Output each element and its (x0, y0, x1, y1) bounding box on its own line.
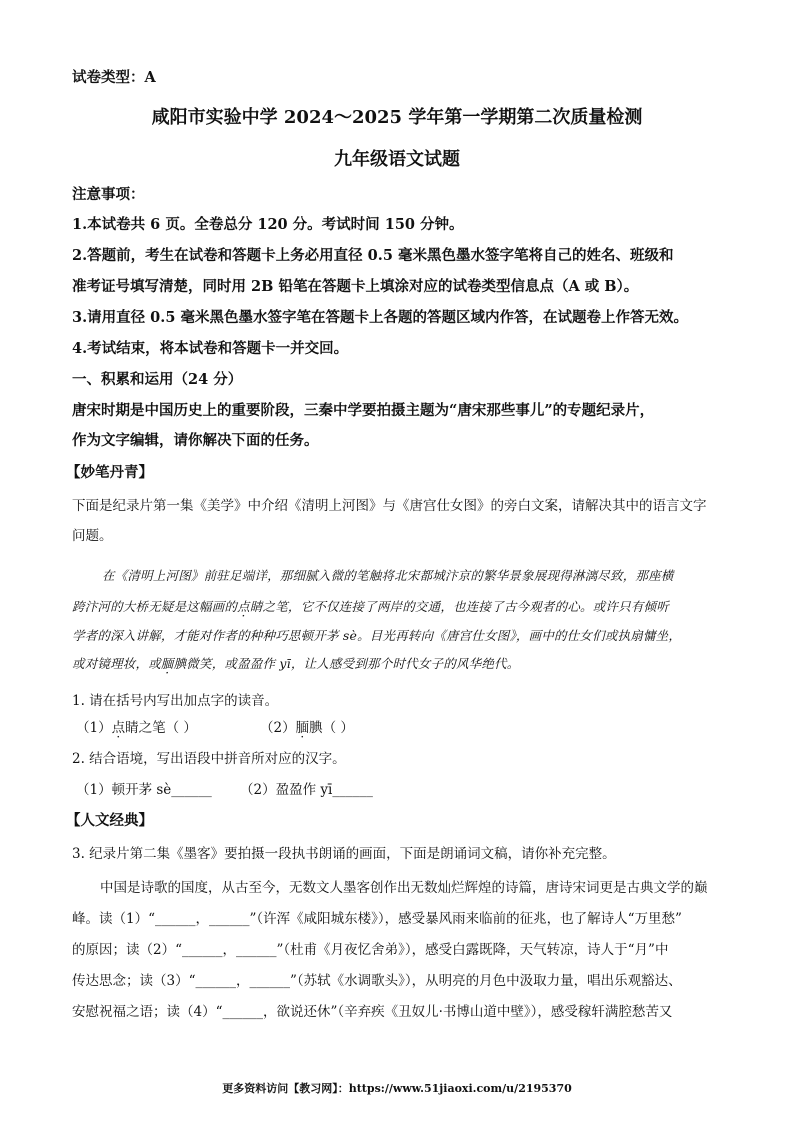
notice-item: 准考证号填写清楚，同时用 2B 铅笔在答题卡上填涂对应的试卷类型信息点（A 或 B）。 (72, 278, 639, 295)
footer-link[interactable]: 更多资料访问【教习网】：https://www.51jiaoxi.com/u/2195370 (222, 1082, 572, 1095)
exam-subtitle: 九年级语文试题 (334, 149, 460, 170)
question-1-stem: 1. 请在括号内写出加点字的读音。 (72, 693, 279, 709)
dotted-char: 腼 (295, 720, 310, 736)
question-3-line: 的原因；读（2）“______，______”（杜甫《月夜忆舍弟》），感受白露既降，天气转凉，诗人于“月”中 (72, 942, 669, 958)
passage-line: 在《清明上河图》前驻足端详，那细腻入微的笔触将北宋都城汴京的繁华景象展现得淋漓尽致，那座横 (102, 568, 674, 583)
question-3-stem: 3. 纪录片第二集《墨客》要拍摄一段执书朗诵的画面，下面是朗诵词文稿，请你补充完整。 (72, 846, 616, 862)
question-3-line: 传达思念；读（3）“______，______”（苏轼《水调歌头》），从明亮的月色中汲取力量，唱出乐观豁达、 (72, 973, 682, 989)
question-1-item: （1）点睛之笔（ ） (76, 720, 197, 736)
notice-item: 1.本试卷共 6 页。全卷总分 120 分。考试时间 150 分钟。 (72, 216, 464, 233)
section-heading: 一、积累和运用（24 分） (72, 371, 243, 388)
notice-heading: 注意事项： (72, 186, 145, 203)
part-title-miaobi: 【妙笔丹青】 (66, 464, 153, 481)
notice-item: 4.考试结束，将本试卷和答题卡一并交回。 (72, 340, 349, 357)
dotted-char: 腼 (160, 656, 174, 671)
question-2-stem: 2. 结合语境，写出语段中拼音所对应的汉字。 (72, 751, 346, 767)
section-intro: 唐宋时期是中国历史上的重要阶段，三秦中学要拍摄主题为“唐宋那些事儿”的专题纪录片， (72, 402, 655, 419)
question-3-line: 安慰祝福之语；读（4）“______，欲说还休”（辛弃疾《丑奴儿·书博山道中壁》），感受稼轩满腔愁苦又 (72, 1004, 673, 1020)
paper-type-label: 试卷类型：A (72, 69, 156, 86)
exam-title: 咸阳市实验中学 2024～2025 学年第一学期第二次质量检测 (151, 107, 643, 128)
passage-line: 学者的深入讲解，才能对作者的种种巧思顿开茅 sè。目光再转向《唐宫仕女图》，画中的仕女们或执扇慵坐， (72, 628, 682, 643)
notice-item: 2.答题前，考生在试卷和答题卡上务必用直径 0.5 毫米黑色墨水签字笔将自己的姓名、班级和 (72, 247, 674, 264)
question-2-item: （1）顿开茅 sè______ (76, 782, 212, 798)
part-description: 问题。 (72, 528, 113, 544)
passage-line: 跨汴河的大桥无疑是这幅画的点睛之笔，它不仅连接了两岸的交通，也连接了古今观者的心。或许只有倾听 (72, 599, 669, 614)
dotted-char: 点 (237, 599, 250, 614)
question-3-line: 峰。读（1）“______，______”（许浑《咸阳城东楼》），感受暴风雨来临前的征兆，也了解诗人“万里愁” (72, 911, 682, 927)
part-description: 下面是纪录片第一集《美学》中介绍《清明上河图》与《唐宫仕女图》的旁白文案，请解决其中的语言文字 (72, 498, 707, 514)
question-3-line: 中国是诗歌的国度，从古至今，无数文人墨客创作出无数灿烂辉煌的诗篇，唐诗宋词更是古典文学的巅 (100, 880, 708, 896)
passage-line: 或对镜理妆，或腼腆微笑，或盈盈作 yī，让人感受到那个时代女子的风华绝代。 (72, 656, 520, 671)
question-2-item: （2）盈盈作 yī______ (240, 782, 373, 798)
notice-item: 3.请用直径 0.5 毫米黑色墨水签字笔在答题卡上各题的答题区域内作答，在试题卷上作答无效。 (72, 309, 688, 326)
section-intro: 作为文字编辑，请你解决下面的任务。 (72, 432, 319, 449)
question-1-item: （2）腼腆（ ） (260, 720, 354, 736)
dotted-char: 点 (111, 720, 126, 736)
part-title-renwen: 【人文经典】 (66, 812, 153, 829)
